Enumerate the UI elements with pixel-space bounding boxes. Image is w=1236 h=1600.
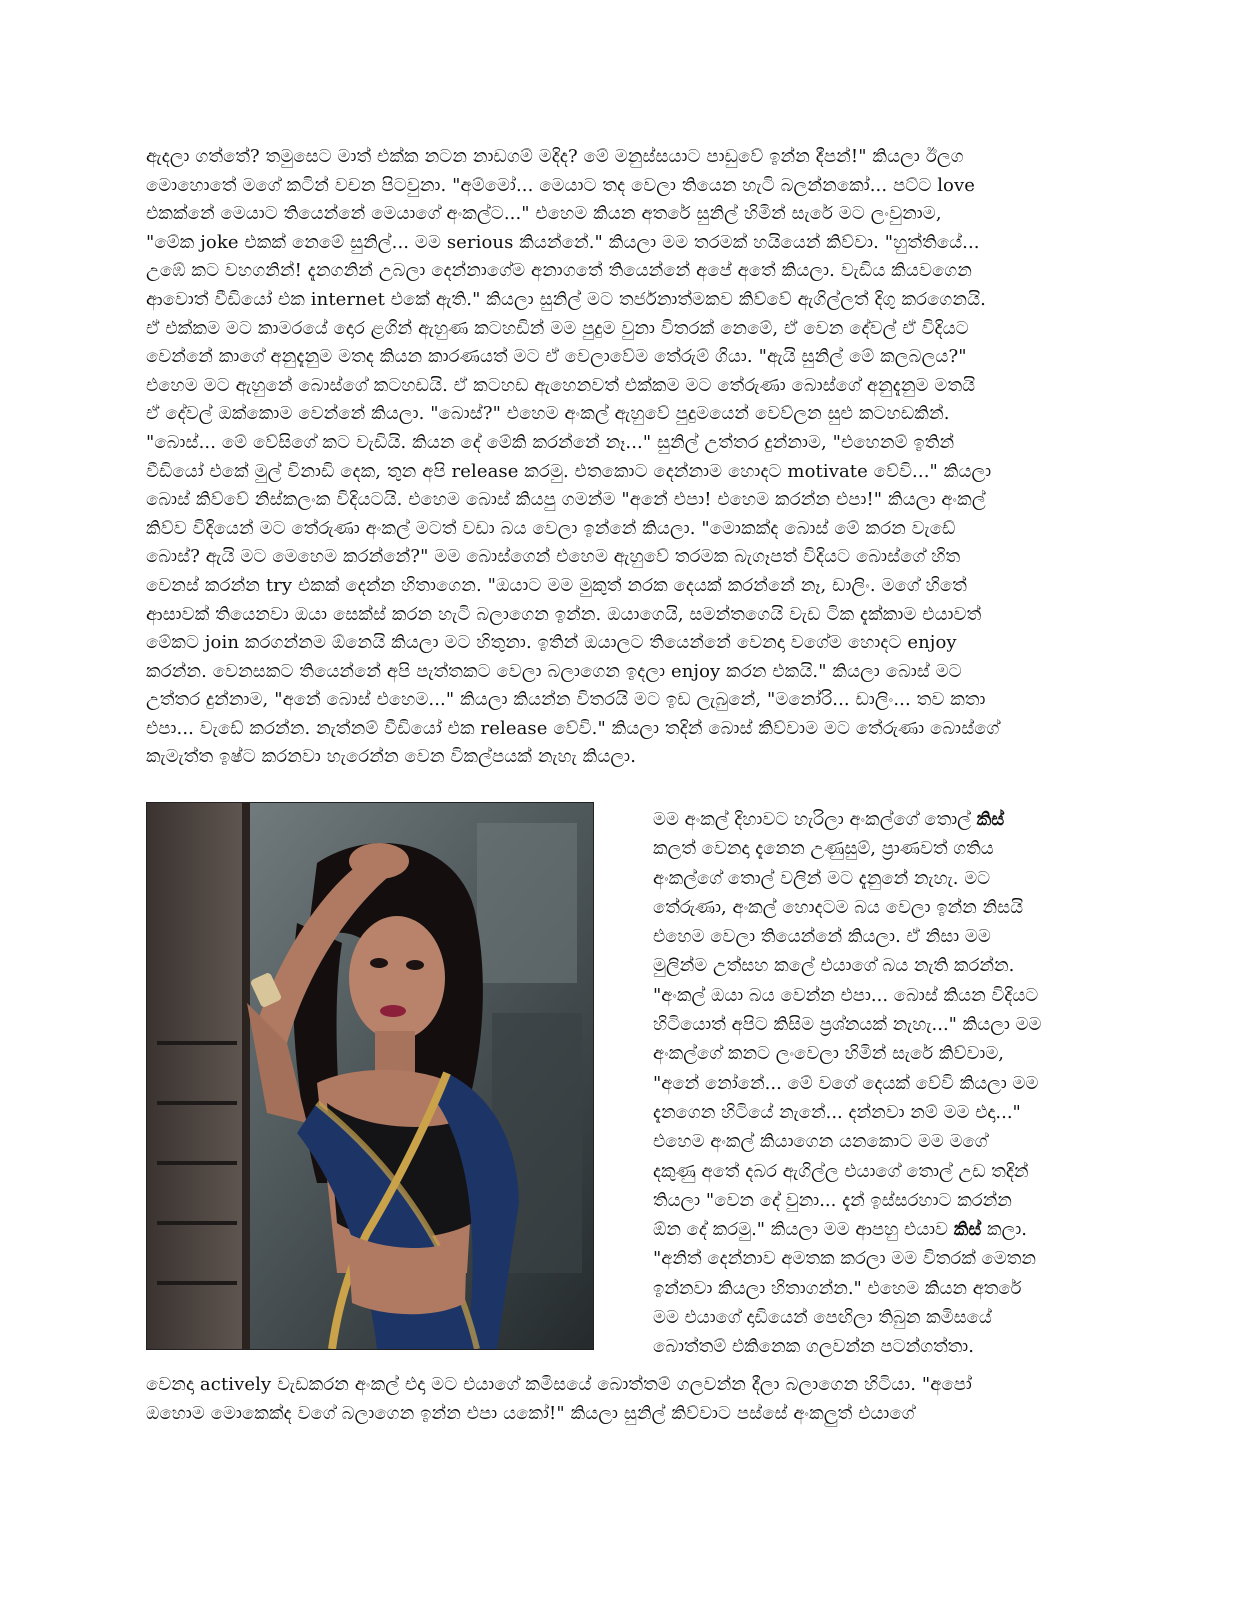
text-line: බොස්? ඇයි මට මෙහෙම කරන්නේ?" මම බොස්ගෙන් එහෙම ඇහුවේ තරමක බැගෑපත් විදියට බොස්ගේ හිත [146, 546, 961, 568]
text-line: වීඩියෝ එකේ මුල් විනාඩි දෙක, තුන අපි release කරමු. එතකොට දෙන්නාම හොදට motivate වේවි..." කියලා [146, 460, 992, 482]
line-text: ඉන්නවා කියලා හිතාගන්න." එහෙම කියන අතරේ [653, 1277, 1022, 1299]
text-line: වෙන්නේ කාගේ අනුදැනුම මතද කියන කාරණයත් මට ඒ වෙලාවේම තේරුම් ගියා. "ඇයි සුනිල් මේ කලබලය?" [146, 346, 967, 368]
story-photo [146, 802, 594, 1350]
side-text-line [653, 805, 1083, 834]
text-line: ආවොත් වීඩියෝ එක internet එකේ ඇති." කියලා සුනිල් මට තර්ජනාත්මකව කිව්වේ ඇගිල්ලත් දිගු කරගෙනයි. [146, 288, 986, 310]
line-text: බොත්තම් එකිනෙක ගලවන්න පටන්ගත්තා. [653, 1336, 974, 1358]
text-line: එපා... වැඩේ කරන්න. නැත්නම් වීඩියෝ එක release වේවි." කියලා තදින් බොස් කිව්වාම මට තේරුණා බොස්ගේ [146, 717, 1000, 739]
line-text-tail: කලා. [981, 1219, 1028, 1241]
text-line: වෙනස් කරන්න try එකක් දෙන්න හිතාගෙන. "ඔයාට මම මුකුත් නරක දෙයක් කරන්නේ නෑ, ඩාලිං. මගේ හිතේ [146, 574, 967, 596]
line-text: "අනේ නෝනේ... මේ වගේ දෙයක් වේවි කියලා මම [653, 1072, 1039, 1094]
side-text-line [653, 834, 1083, 863]
line-text: තියලා "වෙන දේ වුනා... දැන් ඉස්සරහාට කරන්න [653, 1189, 1012, 1211]
portrait-photo-icon [147, 803, 593, 1349]
bold-word: කිස් [953, 1219, 982, 1241]
side-text-line [653, 1127, 1083, 1156]
side-text-line [653, 1303, 1083, 1332]
text-line: මොහොතේ මගේ කටින් වචන පිටවුනා. "අම්මෝ... මෙයාට තද වෙලා තියෙන හැටි බලන්නකෝ... පට්ට love [146, 174, 976, 196]
line-text: දැනගෙන හිටියේ නැනේ... දන්නවා නම් මම එදා..." [653, 1101, 1021, 1123]
line-text: එහෙම වෙලා තියෙන්නේ කියලා. ඒ නිසා මම [653, 926, 991, 948]
line-text: අංකල්ගේ තොල් වලින් මට දැනුනේ නැහැ. මට [653, 867, 991, 889]
text-line: උඹේ කට වහගනින්! දැනගනින් උබලා දෙන්නාගේම අනාගතේ තියෙන්නේ අපේ අතේ කියලා. වැඩිය කියවගෙන [146, 260, 972, 282]
text-line: එහෙම මට ඇහුනේ බොස්ගේ කටහඩයි. ඒ කටහඩ ඇහෙනවත් එක්කම මට තේරුණා බොස්ගේ අනුදැනුම මතයි [146, 374, 976, 396]
line-text: මම අංකල් දිහාවට හැරිලා අංකල්ගේ තොල් [653, 809, 977, 830]
line-text: කලත් වෙනදා දැනෙන උණුසුම්, ප්‍රාණවත් ගතිය [653, 838, 994, 860]
line-text: හිටියොත් අපිට කිසිම ප්‍රශ්නයක් නැහැ..." කියලා මම [653, 1014, 1042, 1036]
side-text-line [653, 1332, 1083, 1361]
side-text-line [653, 1069, 1083, 1098]
text-line: ඒ එක්කම මට කාමරයේ දොර ළගින් ඇහුණ කටහඩින් මම පුදුම වුනා විතරක් නෙමේ, ඒ වෙන දේවල් ඒ විදියට [146, 317, 969, 339]
text-line: ඇදලා ගත්තේ? තමුසෙට මාත් එක්ක නටන නාඩගම් මදිද? මේ මනුස්සයාට පාඩුවේ ඉන්න දීපන්!" කියලා ඊලග [146, 146, 964, 167]
line-text: මම එයාගේ දාඩියෙන් පෙඟිලා තිබුන කමිසයේ [653, 1307, 992, 1329]
text-line: ඒ දේවල් ඔක්කොම වෙන්නේ කියලා. "බොස්?" එහෙම අංකල් ඇහුවේ පුදුමයෙන් වෙව්ලන සුළු කටහඩකින්. [146, 403, 950, 425]
side-text-line [653, 864, 1083, 893]
bold-word: කිස් [976, 809, 1005, 830]
line-text: "අංකල් ඔයා බය වෙන්න එපා... බොස් කියන විදියට [653, 984, 1039, 1006]
side-text-line [653, 922, 1083, 951]
text-line: වෙනදා actively වැඩකරන අංකල් එදා මට එයාගේ කමිසයේ බොත්තම් ගලවන්න දීලා බලාගෙන හිටියා. "අපෝ [146, 1374, 972, 1395]
text-line: "බොස්... මේ වේසිගේ කට වැඩියි. කියන දේ මේකි කරන්නේ නෑ..." සුනිල් උත්තර දුන්නාම, "එහෙනම් ඉතින් [146, 431, 955, 453]
side-text-line [653, 1244, 1083, 1273]
side-text-line [653, 981, 1083, 1010]
side-column-text [653, 805, 1083, 1362]
side-text-line [653, 893, 1083, 922]
text-line: කරන්න. වෙනසකට තියෙන්නේ අපි පැත්තකට වෙලා බලාගෙන ඉදලා enjoy කරන එකයි." කියලා බොස් මට [146, 660, 962, 682]
text-line: උත්තර දුන්නාම, "අනේ බොස් එහෙම..." කියලා කියන්න විතරයි මට ඉඩ ලැබුනේ, "මනෝරි... ඩාලිං... තව කතා [146, 689, 986, 711]
line-text: "අනිත් දෙන්නාව අමතක කරලා මම විතරක් මෙතන [653, 1248, 1037, 1270]
line-text: එහෙම අංකල් කියාගෙන යනකොට මම මගේ [653, 1131, 988, 1153]
side-text-line [653, 1186, 1083, 1215]
top-paragraph [146, 143, 1080, 772]
text-line: බොස් කිව්වේ නිස්කලංක විදියටයි. එහෙම බොස් කියපු ගමන්ම "අනේ එපා! එහෙම කරන්න එපා!" කියලා අංකල් [146, 489, 986, 511]
line-text: දකුණු අතේ දබර ඇගිල්ල එයාගේ තොල් උඩ තදින් [653, 1160, 1029, 1182]
text-line: ආසාවක් තියෙනවා ඔයා සෙක්ස් කරන හැටි බලාගෙන ඉන්න. ඔයාගෙයි, සමන්තගෙයි වැඩ ටික දැක්කාම එයාවත් [146, 603, 982, 625]
side-text-line [653, 1215, 1083, 1244]
side-text-line [653, 1039, 1083, 1068]
side-text-line [653, 1010, 1083, 1039]
text-line: ඔහොම මොකෙක්ද වගේ බලාගෙන ඉන්න එපා යකෝ!" කියලා සුනිල් කිව්වාට පස්සේ අංකලුත් එයාගේ [146, 1402, 915, 1424]
line-text: තේරුණා, අංකල් හොදටම බය වෙලා ඉන්න නිසයි [653, 896, 1024, 918]
text-line: "මේක joke එකක් නෙමේ සුනිල්... මම serious කියන්නේ." කියලා මම තරමක් හයියෙන් කිව්වා. "හුත්තියේ... [146, 231, 980, 253]
line-text: මුලින්ම උත්සහ කලේ එයාගේ බය නැති කරන්න. [653, 955, 1015, 977]
line-text: අංකල්ගේ කනට ලංවෙලා හිමින් සැරේ කිව්වාම, [653, 1043, 1004, 1065]
bottom-paragraph [146, 1371, 1080, 1428]
text-line: මේකට join කරගන්නම ඕනෙයි කියලා මට හිතුනා. ඉතින් ඔයාලට තියෙන්නේ වෙනදා වගේම හොදට enjoy [146, 632, 957, 654]
side-text-line [653, 1274, 1083, 1303]
text-line: එකක්නේ මෙයාට තියෙන්නේ මෙයාගේ අංකල්ට..." එහෙම කියන අතරේ සුනිල් හිමින් සැරේ මට ලංවුනාම, [146, 203, 942, 225]
text-line: කිව්ව විදියෙන් මට තේරුණා අංකල් මටත් වඩා බය වෙලා ඉන්නේ කියලා. "මොකක්ද බොස් මේ කරන වැඩේ [146, 517, 956, 539]
side-text-line [653, 1157, 1083, 1186]
line-text: ඕන දේ කරමු." කියලා මම ආපහු එයාව [653, 1219, 954, 1241]
side-text-line [653, 951, 1083, 980]
text-line: කැමැත්ත ඉෂ්ට කරනවා හැරෙන්න වෙන විකල්පයක් නැහැ කියලා. [146, 746, 637, 768]
side-text-line [653, 1098, 1083, 1127]
